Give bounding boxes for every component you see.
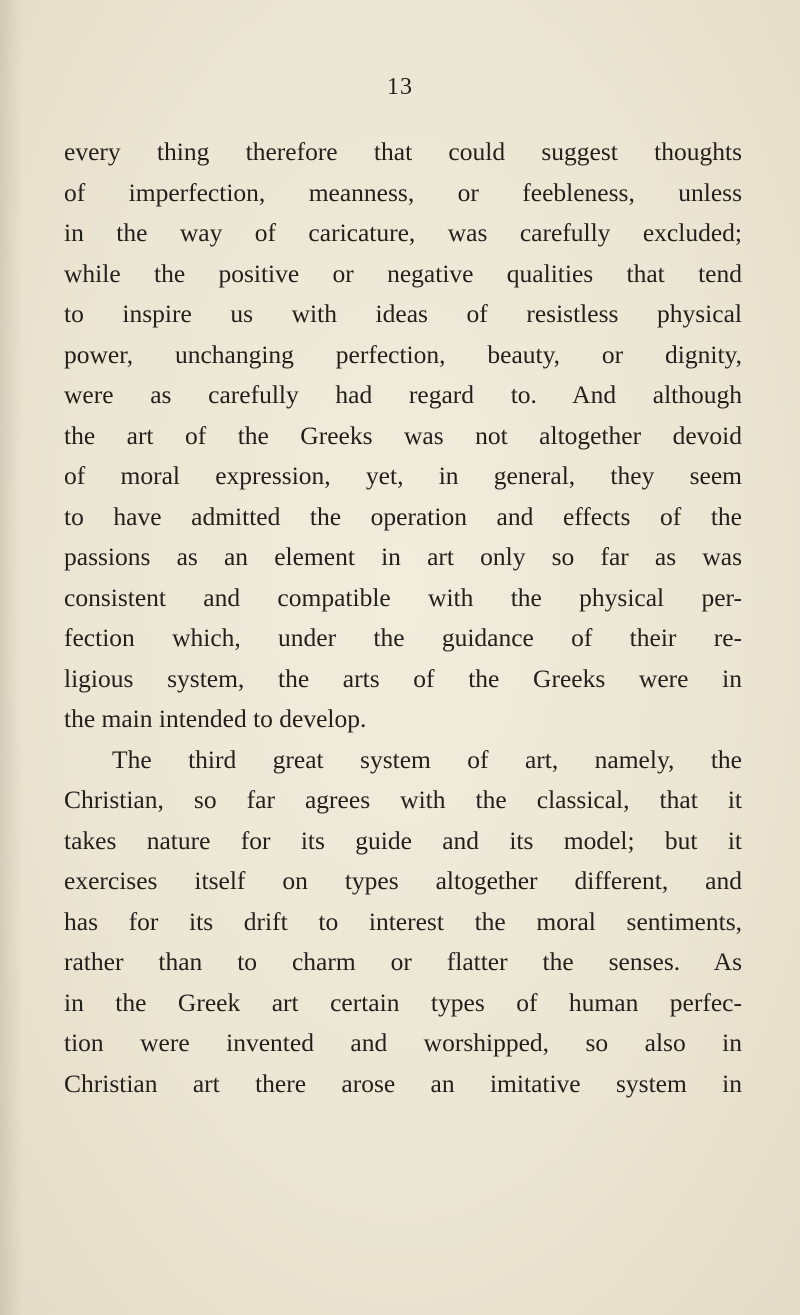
text-line: of imperfection, meanness, or feebleness, unless [64, 177, 742, 207]
text-line: while the positive or negative qualities that tend [64, 258, 742, 288]
text-line: in the Greek art certain types of human perfec- [64, 987, 742, 1017]
text-line: takes nature for its guide and its model; but it [64, 825, 742, 855]
text-line: to have admitted the operation and effects of the [64, 501, 742, 531]
text-line: The third great system of art, namely, the [112, 744, 742, 774]
text-line: consistent and compatible with the physical per- [64, 582, 742, 612]
text-line: fection which, under the guidance of their re- [64, 623, 742, 652]
text-line: rather than to charm or flatter the senses. As [64, 947, 742, 976]
body-text [64, 132, 742, 1104]
text-line: to inspire us with ideas of resistless physical [64, 299, 742, 328]
text-line: passions as an element in art only so far as was [64, 542, 742, 571]
text-line: the art of the Greeks was not altogether devoid [64, 420, 742, 450]
text-line: Christian art there arose an imitative system in [64, 1068, 742, 1098]
text-line: the main intended to develop. [64, 704, 367, 733]
text-line: were as carefully had regard to. And although [64, 380, 742, 409]
spine-shadow [0, 0, 22, 1315]
text-line: Christian, so far agrees with the classical, that it [64, 785, 742, 814]
text-line: ligious system, the arts of the Greeks were in [64, 663, 742, 693]
text-line: power, unchanging perfection, beauty, or dignity, [64, 339, 742, 369]
text-line: has for its drift to interest the moral sentiments, [64, 906, 742, 936]
text-line: tion were invented and worshipped, so also in [64, 1028, 742, 1057]
text-line: exercises itself on types altogether different, and [64, 866, 742, 895]
text-line: in the way of caricature, was carefully excluded; [64, 218, 742, 247]
text-line: of moral expression, yet, in general, they seem [64, 461, 742, 490]
page-number: 13 [387, 74, 413, 100]
text-line: every thing therefore that could suggest thoughts [64, 137, 742, 166]
